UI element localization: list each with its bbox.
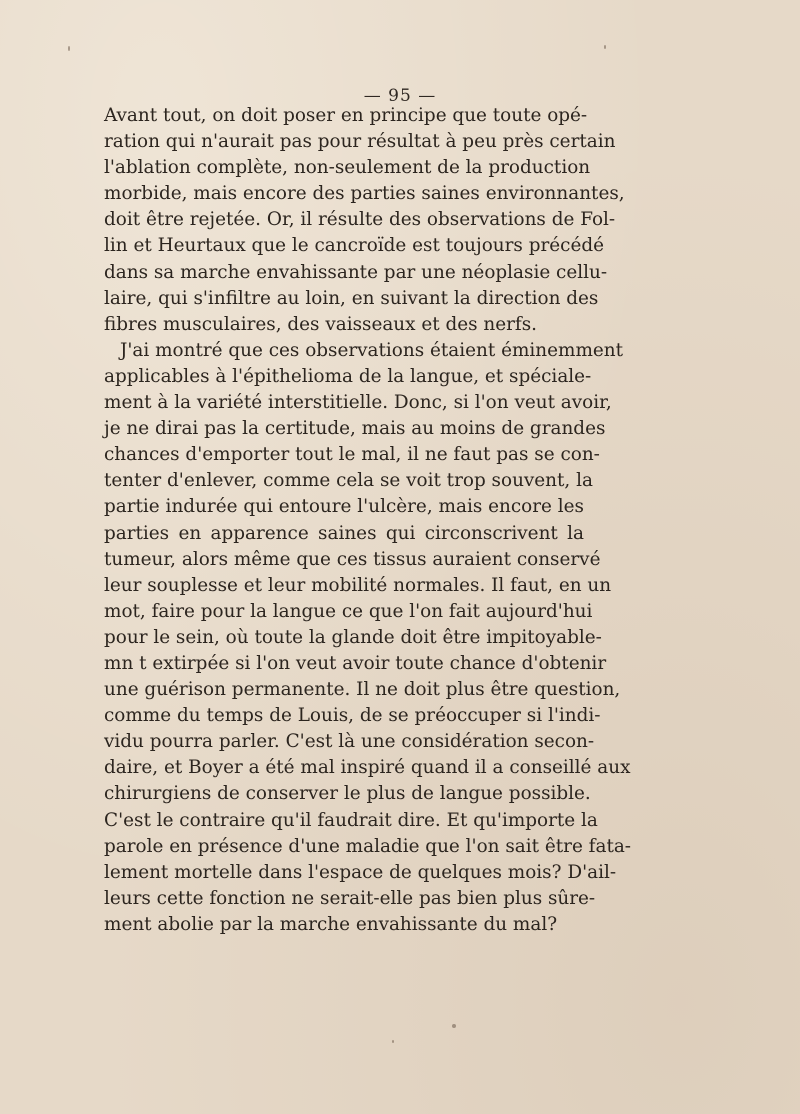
text-line: tenter d'enlever, comme cela se voit trop souvent, la: [104, 470, 593, 492]
text-line: applicables à l'épithelioma de la langue, et spéciale-: [104, 365, 592, 387]
text-line: vidu pourra parler. C'est là une considération secon-: [104, 731, 595, 753]
text-line: leurs cette fonction ne serait-elle pas bien plus sûre-: [104, 887, 596, 909]
text-line: comme du temps de Louis, de se préoccuper si l'indi-: [104, 705, 601, 727]
text-line: doit être rejetée. Or, il résulte des observations de Fol-: [104, 209, 616, 231]
text-line: J'ai montré que ces observations étaient éminemment: [120, 339, 623, 361]
text-line: ration qui n'aurait pas pour résultat à peu près certain: [104, 131, 616, 153]
text-line: mot, faire pour la langue ce que l'on fait aujourd'hui: [104, 600, 593, 622]
text-line: daire, et Boyer a été mal inspiré quand il a conseillé aux: [104, 757, 631, 779]
text-line: une guérison permanente. Il ne doit plus être question,: [104, 679, 621, 701]
text-line: partie indurée qui entoure l'ulcère, mais encore les: [104, 496, 584, 518]
text-line: parties en apparence saines qui circonscrivent la: [104, 522, 584, 544]
text-line: fibres musculaires, des vaisseaux et des nerfs.: [104, 313, 538, 335]
text-line: lement mortelle dans l'espace de quelques mois? D'ail-: [104, 861, 617, 883]
text-line: laire, qui s'infiltre au loin, en suivant la direction des: [104, 287, 599, 309]
text-line: Avant tout, on doit poser en principe que toute opé-: [104, 105, 588, 126]
text-line: pour le sein, où toute la glande doit être impitoyable-: [104, 626, 602, 648]
paper-speck: [392, 1040, 394, 1043]
text-line: tumeur, alors même que ces tissus auraient conservé: [104, 548, 601, 570]
text-line: ment à la variété interstitielle. Donc, si l'on veut avoir,: [104, 392, 612, 414]
text-line: ment abolie par la marche envahissante du mal?: [104, 913, 558, 935]
paper-speck: [452, 1024, 456, 1028]
text-line: parole en présence d'une maladie que l'on sait être fata-: [104, 835, 632, 857]
paper-speck: [68, 46, 70, 51]
text-line: leur souplesse et leur mobilité normales. Il faut, en un: [104, 574, 612, 596]
body-text: [104, 103, 632, 938]
text-line: chirurgiens de conserver le plus de langue possible.: [104, 783, 591, 805]
text-line: chances d'emporter tout le mal, il ne faut pas se con-: [104, 444, 600, 466]
text-line: C'est le contraire qu'il faudrait dire. Et qu'importe la: [104, 809, 598, 831]
page-number: — 95 —: [363, 86, 437, 106]
text-line: morbide, mais encore des parties saines environnantes,: [104, 183, 625, 205]
text-line: dans sa marche envahissante par une néoplasie cellu-: [104, 261, 608, 283]
text-line: je ne dirai pas la certitude, mais au moins de grandes: [104, 418, 606, 440]
text-line: l'ablation complète, non-seulement de la production: [104, 157, 591, 179]
paper-speck: [604, 45, 606, 49]
text-line: mn t extirpée si l'on veut avoir toute chance d'obtenir: [104, 652, 607, 674]
text-line: lin et Heurtaux que le cancroïde est toujours précédé: [104, 235, 605, 257]
